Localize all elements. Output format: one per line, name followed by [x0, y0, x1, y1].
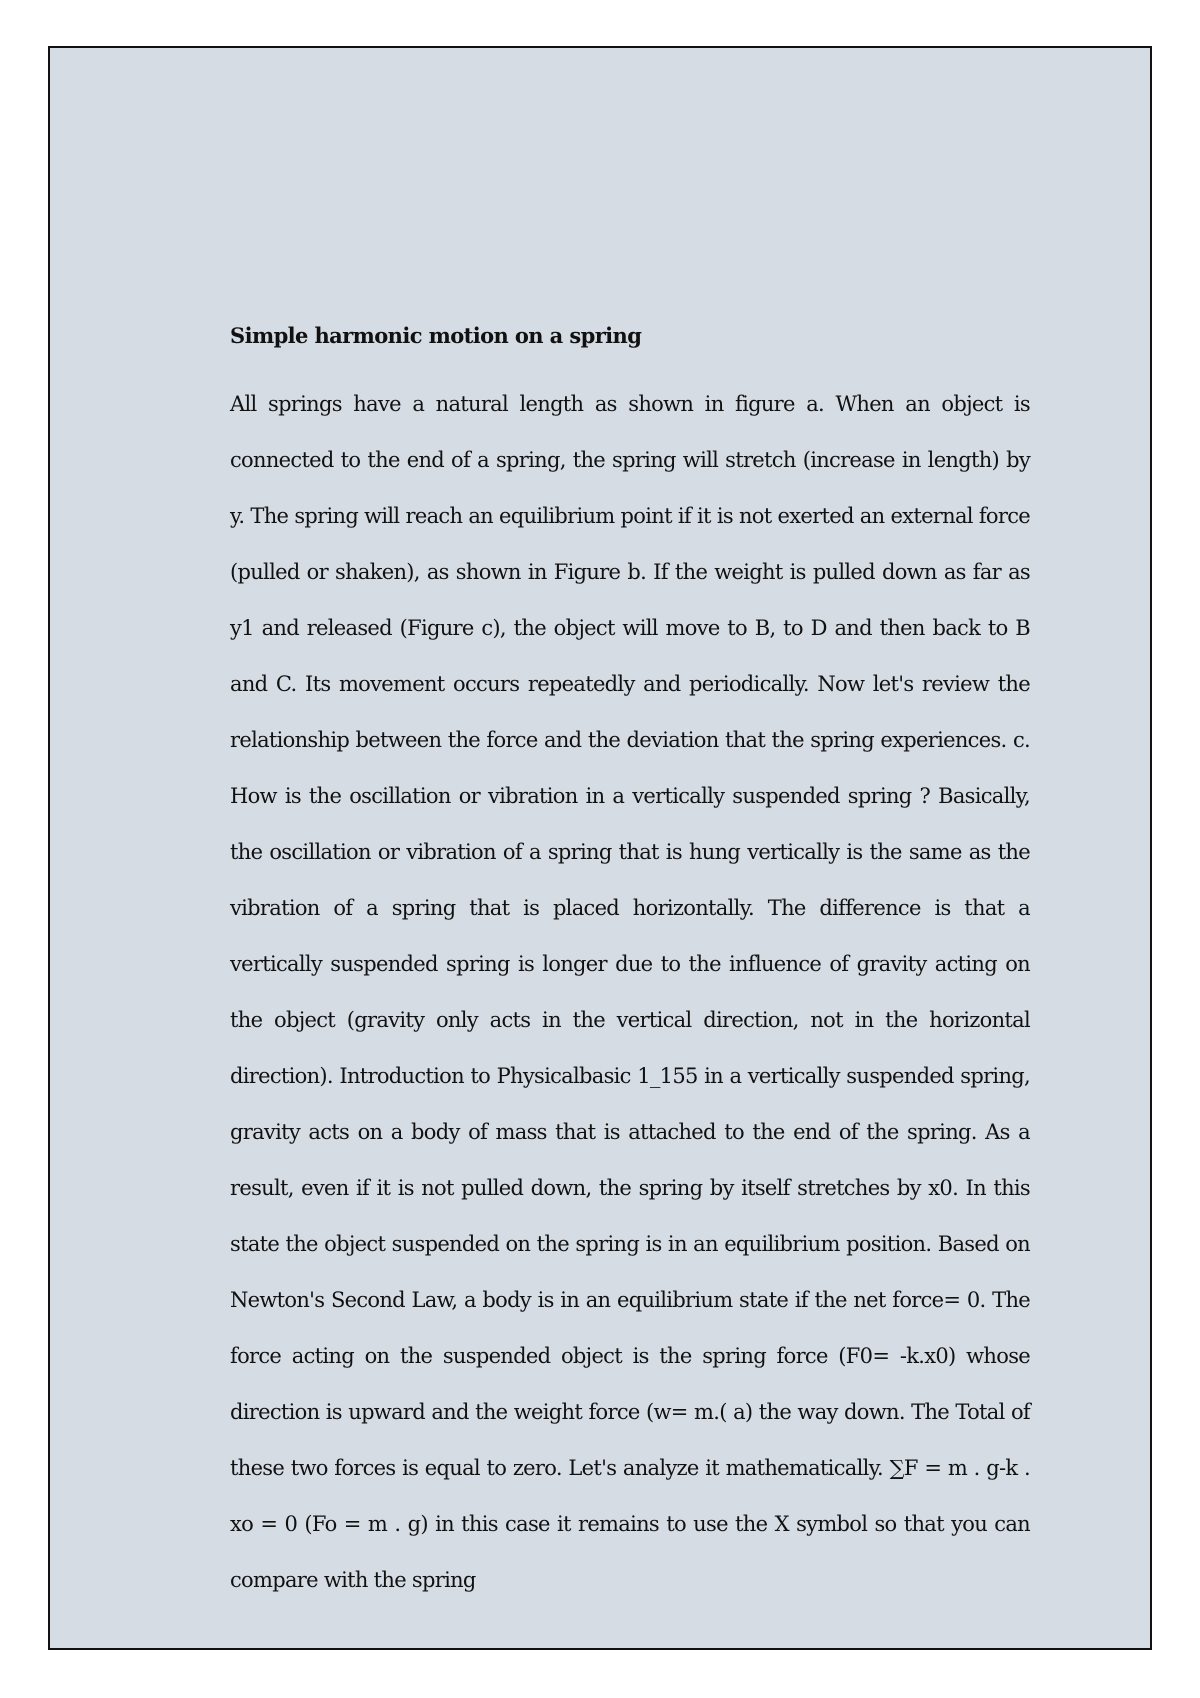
document-page	[48, 46, 1152, 1650]
document-content	[230, 306, 1030, 1608]
document-title: Simple harmonic motion on a spring	[230, 323, 642, 348]
document-paragraph: All springs have a natural length as shown in figure a. When an object is connected to the end of a spring, the spring will stretch (increase in length) by y. The spring will reach an equilibrium point if it is not exerted an external force (pulled or shaken), as shown in Figure b. If the weight is pulled down as far as y1 and released (Figure c), the object will move to B, to D and then back to B and C. Its movement occurs repeatedly and periodically. Now let's review the relationship between the force and the deviation that the spring experiences. c. How is the oscillation or vibration in a vertically suspended spring ? Basically, the oscillation or vibration of a spring that is hung vertically is the same as the vibration of a spring that is placed horizontally. The difference is that a vertically suspended spring is longer due to the influence of gravity acting on the object (gravity only acts in the vertical direction, not in the horizontal direction). Introduction to Physicalbasic 1_155 in a vertically suspended spring, gravity acts on a body of mass that is attached to the end of the spring. As a result, even if it is not pulled down, the spring by itself stretches by x0. In this state the object suspended on the spring is in an equilibrium position. Based on Newton's Second Law, a body is in an equilibrium state if the net force= 0. The force acting on the suspended object is the spring force (F0= -k.x0) whose direction is upward and the weight force (w= m.( a) the way down. The Total of these two forces is equal to zero. Let's analyze it mathematically. ∑F = m . g-k . xo = 0 (Fo = m . g) in this case it remains to use the X symbol so that you can compare with the spring	[230, 392, 1030, 1592]
